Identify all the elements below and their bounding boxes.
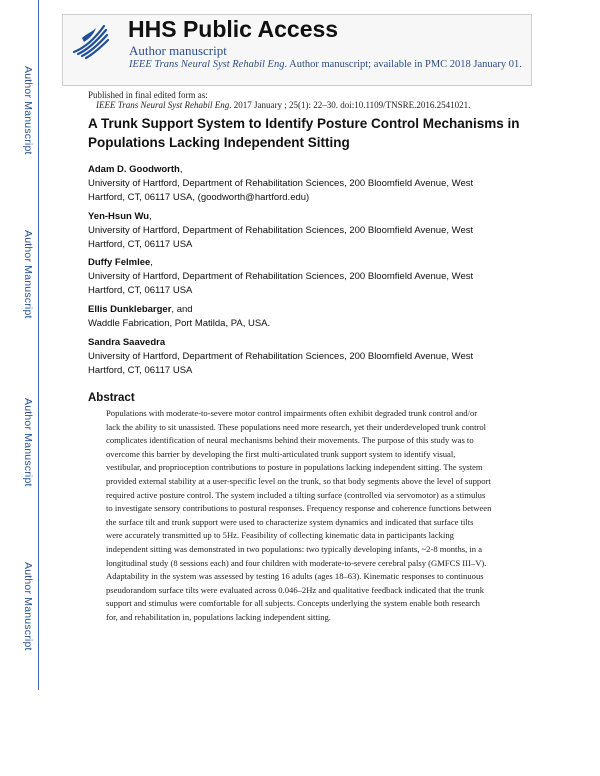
author-entry: [88, 303, 488, 331]
author-name: Yen-Hsun Wu: [88, 211, 150, 222]
author-entry: [88, 336, 488, 378]
author-affiliation: University of Hartford, Department of Rehabilitation Sciences, 200 Bloomfield Avenue, West Hartford, CT, 06117 USA: [88, 271, 474, 296]
sidebar-label: Author Manuscript: [22, 398, 34, 487]
author-suffix: ,: [150, 257, 153, 268]
abstract-heading: Abstract: [88, 392, 135, 404]
author-affiliation: University of Hartford, Department of Rehabilitation Sciences, 200 Bloomfield Avenue, West Hartford, CT, 06117 USA: [88, 225, 474, 250]
author-affiliation: Waddle Fabrication, Port Matilda, PA, USA.: [88, 318, 271, 329]
author-name: Adam D. Goodworth: [88, 164, 180, 175]
sidebar-divider: [38, 0, 39, 690]
author-entry: [88, 256, 488, 298]
author-name: Ellis Dunklebarger: [88, 304, 172, 315]
citation-details: . 2017 January ; 25(1): 22–30. doi:10.1109/TNSRE.2016.2541021.: [229, 100, 471, 110]
header-title: HHS Public Access: [128, 16, 339, 42]
hhs-eagle-logo-icon: [68, 18, 112, 62]
citation: [96, 100, 470, 110]
author-affiliation: University of Hartford, Department of Rehabilitation Sciences, 200 Bloomfield Avenue, West Hartford, CT, 06117 USA, (goodworth@hartford.edu): [88, 178, 474, 203]
availability-text: . Author manuscript; available in PMC 2018 January 01.: [284, 59, 522, 70]
header-subtitle: Author manuscript: [129, 43, 227, 58]
author-suffix: , and: [171, 304, 193, 315]
author-name: Duffy Felmlee: [88, 257, 151, 268]
journal-availability: [129, 58, 524, 72]
paper-title: A Trunk Support System to Identify Posture Control Mechanisms in Populations Lacking Independent Sitting: [88, 116, 520, 150]
sidebar-label: Author Manuscript: [22, 230, 34, 319]
abstract-body: Populations with moderate-to-severe motor control impairments often exhibit degraded trunk control and/or lack the ability to sit unassisted. These populations need more research, yet their underdeveloped trunk control complicates identification of neural mechanisms behind their movements. The purpose of this study was to overcome this barrier by developing the first multi-articulated trunk support system to identify visual, vestibular, and proprioception contributions to posture in populations lacking independent sitting. The system provided external stability at a user-specific level on the trunk, so that body segments above the level of support required active posture control. The system included a tilting surface (controlled via servomotor) as a stimulus to investigate sensory contributions to postural responses. Frequency response and coherence functions between the surface tilt and trunk support were used to characterize system dynamics and indicated that surface tilts were accurately transmitted up to 5Hz. Feasibility of collecting kinematic data in participants lacking independent sitting was demonstrated in two populations: two typically developing infants, ~2-8 months, in a longitudinal study (8 sessions each) and four children with moderate-to-severe cerebral palsy (GMFCS III–V). Adaptability in the system was assessed by testing 16 adults (ages 18–63). Kinematic responses to continuous pseudorandom surface tilts were evaluated across 0.046–2Hz and qualitative feedback indicated that the trunk support and stimulus were comfortable for all subjects. Concepts underlying the system enable both research for, and rehabilitation in, populations lacking independent sitting.: [106, 408, 492, 622]
author-entry: [88, 163, 488, 205]
citation-journal: IEEE Trans Neural Syst Rehabil Eng: [96, 100, 230, 110]
sidebar-label: Author Manuscript: [22, 562, 34, 651]
author-affiliation: University of Hartford, Department of Rehabilitation Sciences, 200 Bloomfield Avenue, West Hartford, CT, 06117 USA: [88, 351, 474, 376]
author-suffix: ,: [149, 211, 152, 222]
author-entry: [88, 210, 488, 252]
sidebar-label: Author Manuscript: [22, 66, 34, 155]
journal-name: IEEE Trans Neural Syst Rehabil Eng: [129, 59, 285, 70]
published-label: Published in final edited form as:: [88, 90, 208, 100]
author-name: Sandra Saavedra: [88, 337, 166, 348]
author-suffix: ,: [179, 164, 183, 175]
